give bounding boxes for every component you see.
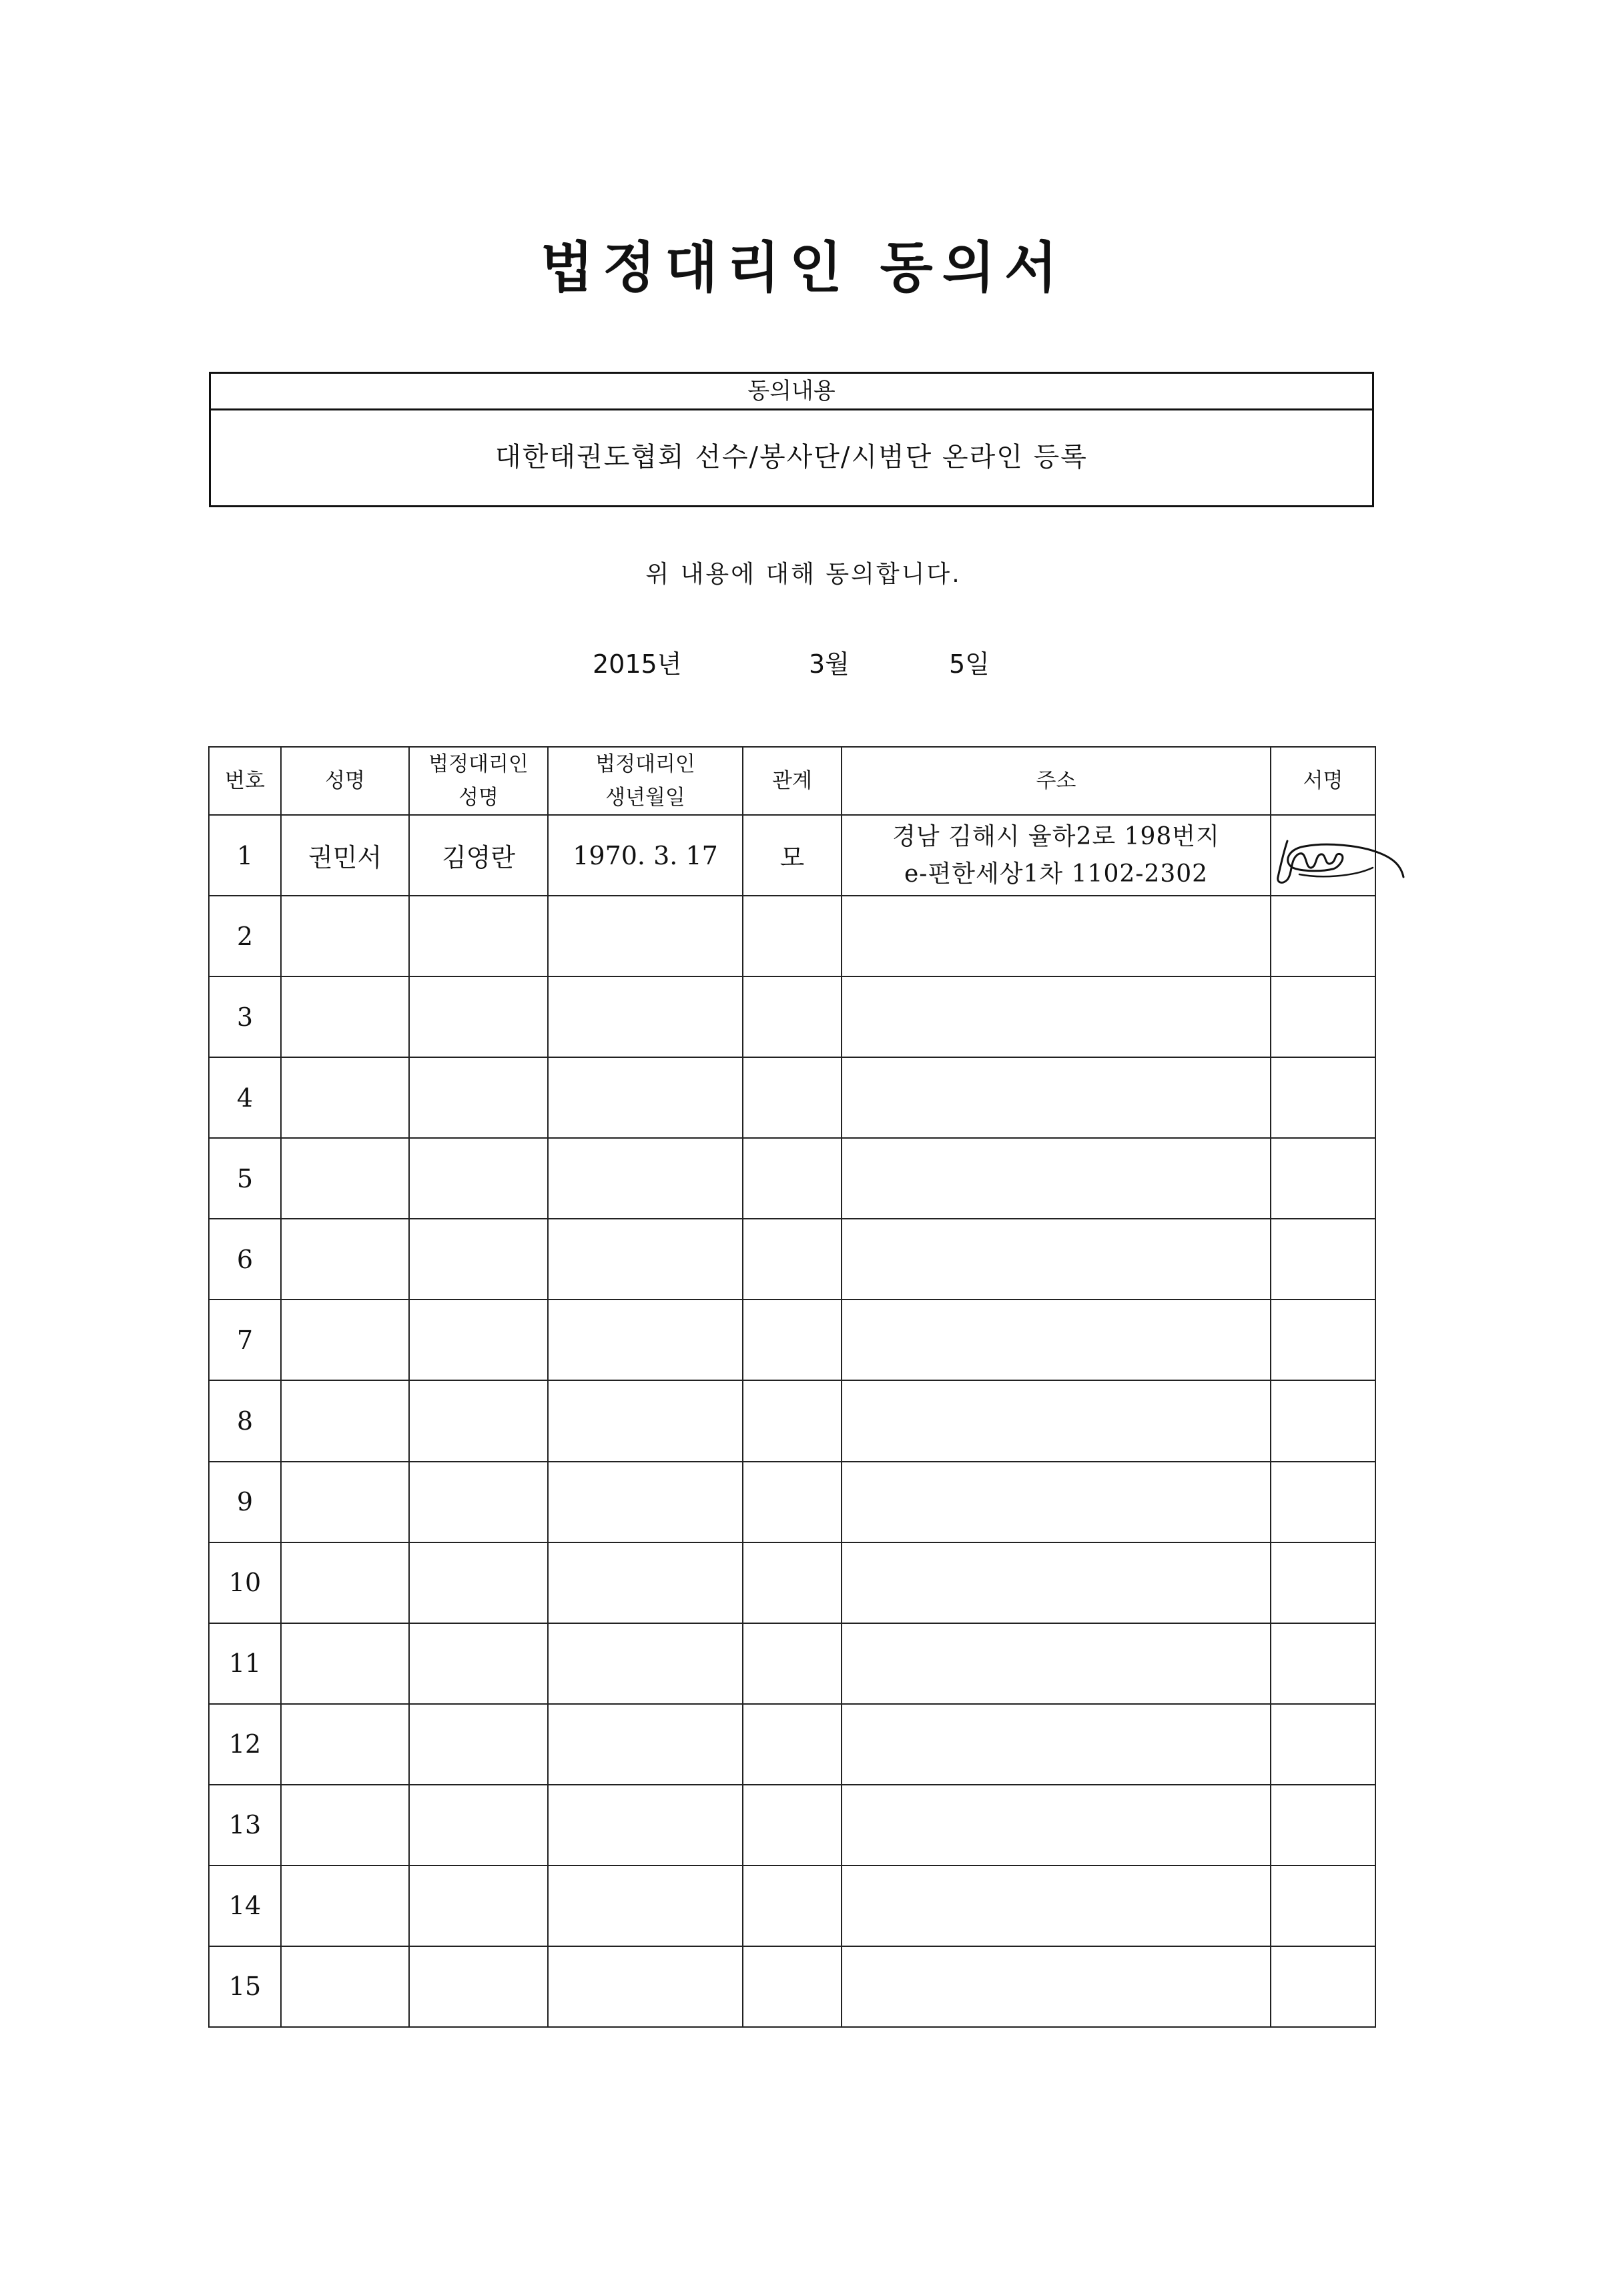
handwritten-signature [1273, 821, 1406, 888]
date-year: 2015년 [593, 649, 682, 679]
row-signature [1271, 815, 1375, 896]
table-row [209, 1623, 1375, 1704]
row-rep-name [409, 976, 548, 1057]
row-relation [743, 1623, 842, 1704]
document-title: 법정대리인 동의서 [540, 236, 1067, 300]
header-rep-name [409, 747, 548, 815]
row-rep-name [409, 1704, 548, 1785]
row-relation [743, 1380, 842, 1461]
row-name [281, 1138, 409, 1219]
row-no: 8 [209, 1380, 281, 1461]
row-no: 6 [209, 1219, 281, 1300]
row-rep-birth [548, 1946, 743, 2027]
row-address [842, 976, 1271, 1057]
row-address [842, 1219, 1271, 1300]
row-relation [743, 1704, 842, 1785]
row-rep-birth [548, 1542, 743, 1623]
row-signature [1271, 1380, 1375, 1461]
table-row [209, 1300, 1375, 1380]
row-name [281, 1542, 409, 1623]
row-rep-name [409, 1300, 548, 1380]
row-address [842, 1623, 1271, 1704]
row-relation [743, 1300, 842, 1380]
row-rep-birth [548, 1219, 743, 1300]
row-rep-birth [548, 1057, 743, 1138]
header-name: 성명 [281, 747, 409, 815]
row-no: 2 [209, 896, 281, 976]
row-name [281, 1462, 409, 1542]
row-no: 7 [209, 1300, 281, 1380]
row-relation [743, 1785, 842, 1866]
row-relation [743, 1866, 842, 1946]
row-signature [1271, 1785, 1375, 1866]
row-name [281, 1866, 409, 1946]
row-signature [1271, 976, 1375, 1057]
row-rep-name [409, 1623, 548, 1704]
row-relation: 모 [743, 815, 842, 896]
row-address-line1: 경남 김해시 율하2로 198번지 [892, 822, 1220, 850]
row-rep-birth [548, 1866, 743, 1946]
row-address [842, 1704, 1271, 1785]
row-signature [1271, 1704, 1375, 1785]
row-rep-name: 김영란 [409, 815, 548, 896]
row-name [281, 896, 409, 976]
row-address [842, 1380, 1271, 1461]
row-address-line2: e-편한세상1차 1102-2302 [904, 860, 1209, 888]
row-signature [1271, 1219, 1375, 1300]
table-row [209, 976, 1375, 1057]
row-address [842, 1138, 1271, 1219]
row-rep-name [409, 1866, 548, 1946]
row-no: 10 [209, 1542, 281, 1623]
row-relation [743, 1542, 842, 1623]
row-name [281, 1219, 409, 1300]
row-rep-birth [548, 1138, 743, 1219]
row-name [281, 1785, 409, 1866]
row-signature [1271, 1866, 1375, 1946]
row-signature [1271, 896, 1375, 976]
row-signature [1271, 1300, 1375, 1380]
row-relation [743, 1946, 842, 2027]
row-rep-birth [548, 1623, 743, 1704]
row-name [281, 1623, 409, 1704]
row-no: 3 [209, 976, 281, 1057]
row-rep-name [409, 896, 548, 976]
row-rep-birth [548, 1380, 743, 1461]
guardian-consent-table [208, 746, 1376, 2028]
row-no: 13 [209, 1785, 281, 1866]
row-rep-birth [548, 1704, 743, 1785]
row-rep-birth [548, 1785, 743, 1866]
row-signature [1271, 1138, 1375, 1219]
row-name [281, 1704, 409, 1785]
row-address [842, 1542, 1271, 1623]
row-address [842, 1057, 1271, 1138]
row-rep-birth [548, 1462, 743, 1542]
row-relation [743, 976, 842, 1057]
row-rep-name [409, 1380, 548, 1461]
header-rep-name-line2: 성명 [458, 786, 499, 810]
row-no: 14 [209, 1866, 281, 1946]
row-address [842, 1300, 1271, 1380]
row-signature [1271, 1462, 1375, 1542]
header-rep-birth-line2: 생년월일 [605, 786, 685, 810]
header-relation: 관계 [743, 747, 842, 815]
table-row [209, 815, 1375, 896]
row-name [281, 1380, 409, 1461]
row-relation [743, 896, 842, 976]
header-signature: 서명 [1271, 747, 1375, 815]
table-row [209, 1866, 1375, 1946]
row-address [842, 1866, 1271, 1946]
consent-content: 대한태권도협회 선수/봉사단/시범단 온라인 등록 [495, 442, 1088, 473]
header-address: 주소 [842, 747, 1271, 815]
consent-content-box [209, 372, 1374, 507]
row-name [281, 1946, 409, 2027]
row-address [842, 1462, 1271, 1542]
table-header-row [209, 747, 1375, 815]
row-no: 1 [209, 815, 281, 896]
row-rep-name [409, 1138, 548, 1219]
table-row [209, 1946, 1375, 2027]
table-body [209, 815, 1375, 2027]
row-rep-name [409, 1946, 548, 2027]
row-rep-name [409, 1057, 548, 1138]
header-rep-birth [548, 747, 743, 815]
table-row [209, 896, 1375, 976]
row-no: 4 [209, 1057, 281, 1138]
row-no: 15 [209, 1946, 281, 2027]
row-address [842, 1785, 1271, 1866]
row-address [842, 815, 1271, 896]
consent-header: 동의내용 [211, 374, 1372, 410]
table-row [209, 1785, 1375, 1866]
row-no: 12 [209, 1704, 281, 1785]
row-name [281, 1300, 409, 1380]
row-rep-name [409, 1542, 548, 1623]
header-no: 번호 [209, 747, 281, 815]
agreement-statement: 위 내용에 대해 동의합니다. [645, 561, 962, 588]
row-relation [743, 1057, 842, 1138]
row-relation [743, 1462, 842, 1542]
row-rep-birth: 1970. 3. 17 [548, 815, 743, 896]
row-relation [743, 1138, 842, 1219]
table-row [209, 1219, 1375, 1300]
date-month: 3월 [809, 649, 850, 679]
row-signature [1271, 1542, 1375, 1623]
row-relation [743, 1219, 842, 1300]
row-rep-birth [548, 1300, 743, 1380]
table-row [209, 1138, 1375, 1219]
row-address [842, 1946, 1271, 2027]
row-address [842, 896, 1271, 976]
table-row [209, 1462, 1375, 1542]
table-row [209, 1057, 1375, 1138]
header-rep-birth-line1: 법정대리인 [595, 752, 695, 776]
row-rep-name [409, 1219, 548, 1300]
row-name [281, 976, 409, 1057]
row-signature [1271, 1623, 1375, 1704]
row-name: 권민서 [281, 815, 409, 896]
header-rep-name-line1: 법정대리인 [428, 752, 529, 776]
row-rep-birth [548, 896, 743, 976]
row-rep-birth [548, 976, 743, 1057]
table-row [209, 1542, 1375, 1623]
row-no: 9 [209, 1462, 281, 1542]
row-signature [1271, 1057, 1375, 1138]
table-row [209, 1704, 1375, 1785]
table-row [209, 1380, 1375, 1461]
row-rep-name [409, 1785, 548, 1866]
date-day: 5일 [949, 649, 990, 679]
row-no: 5 [209, 1138, 281, 1219]
row-signature [1271, 1946, 1375, 2027]
row-no: 11 [209, 1623, 281, 1704]
row-rep-name [409, 1462, 548, 1542]
row-name [281, 1057, 409, 1138]
